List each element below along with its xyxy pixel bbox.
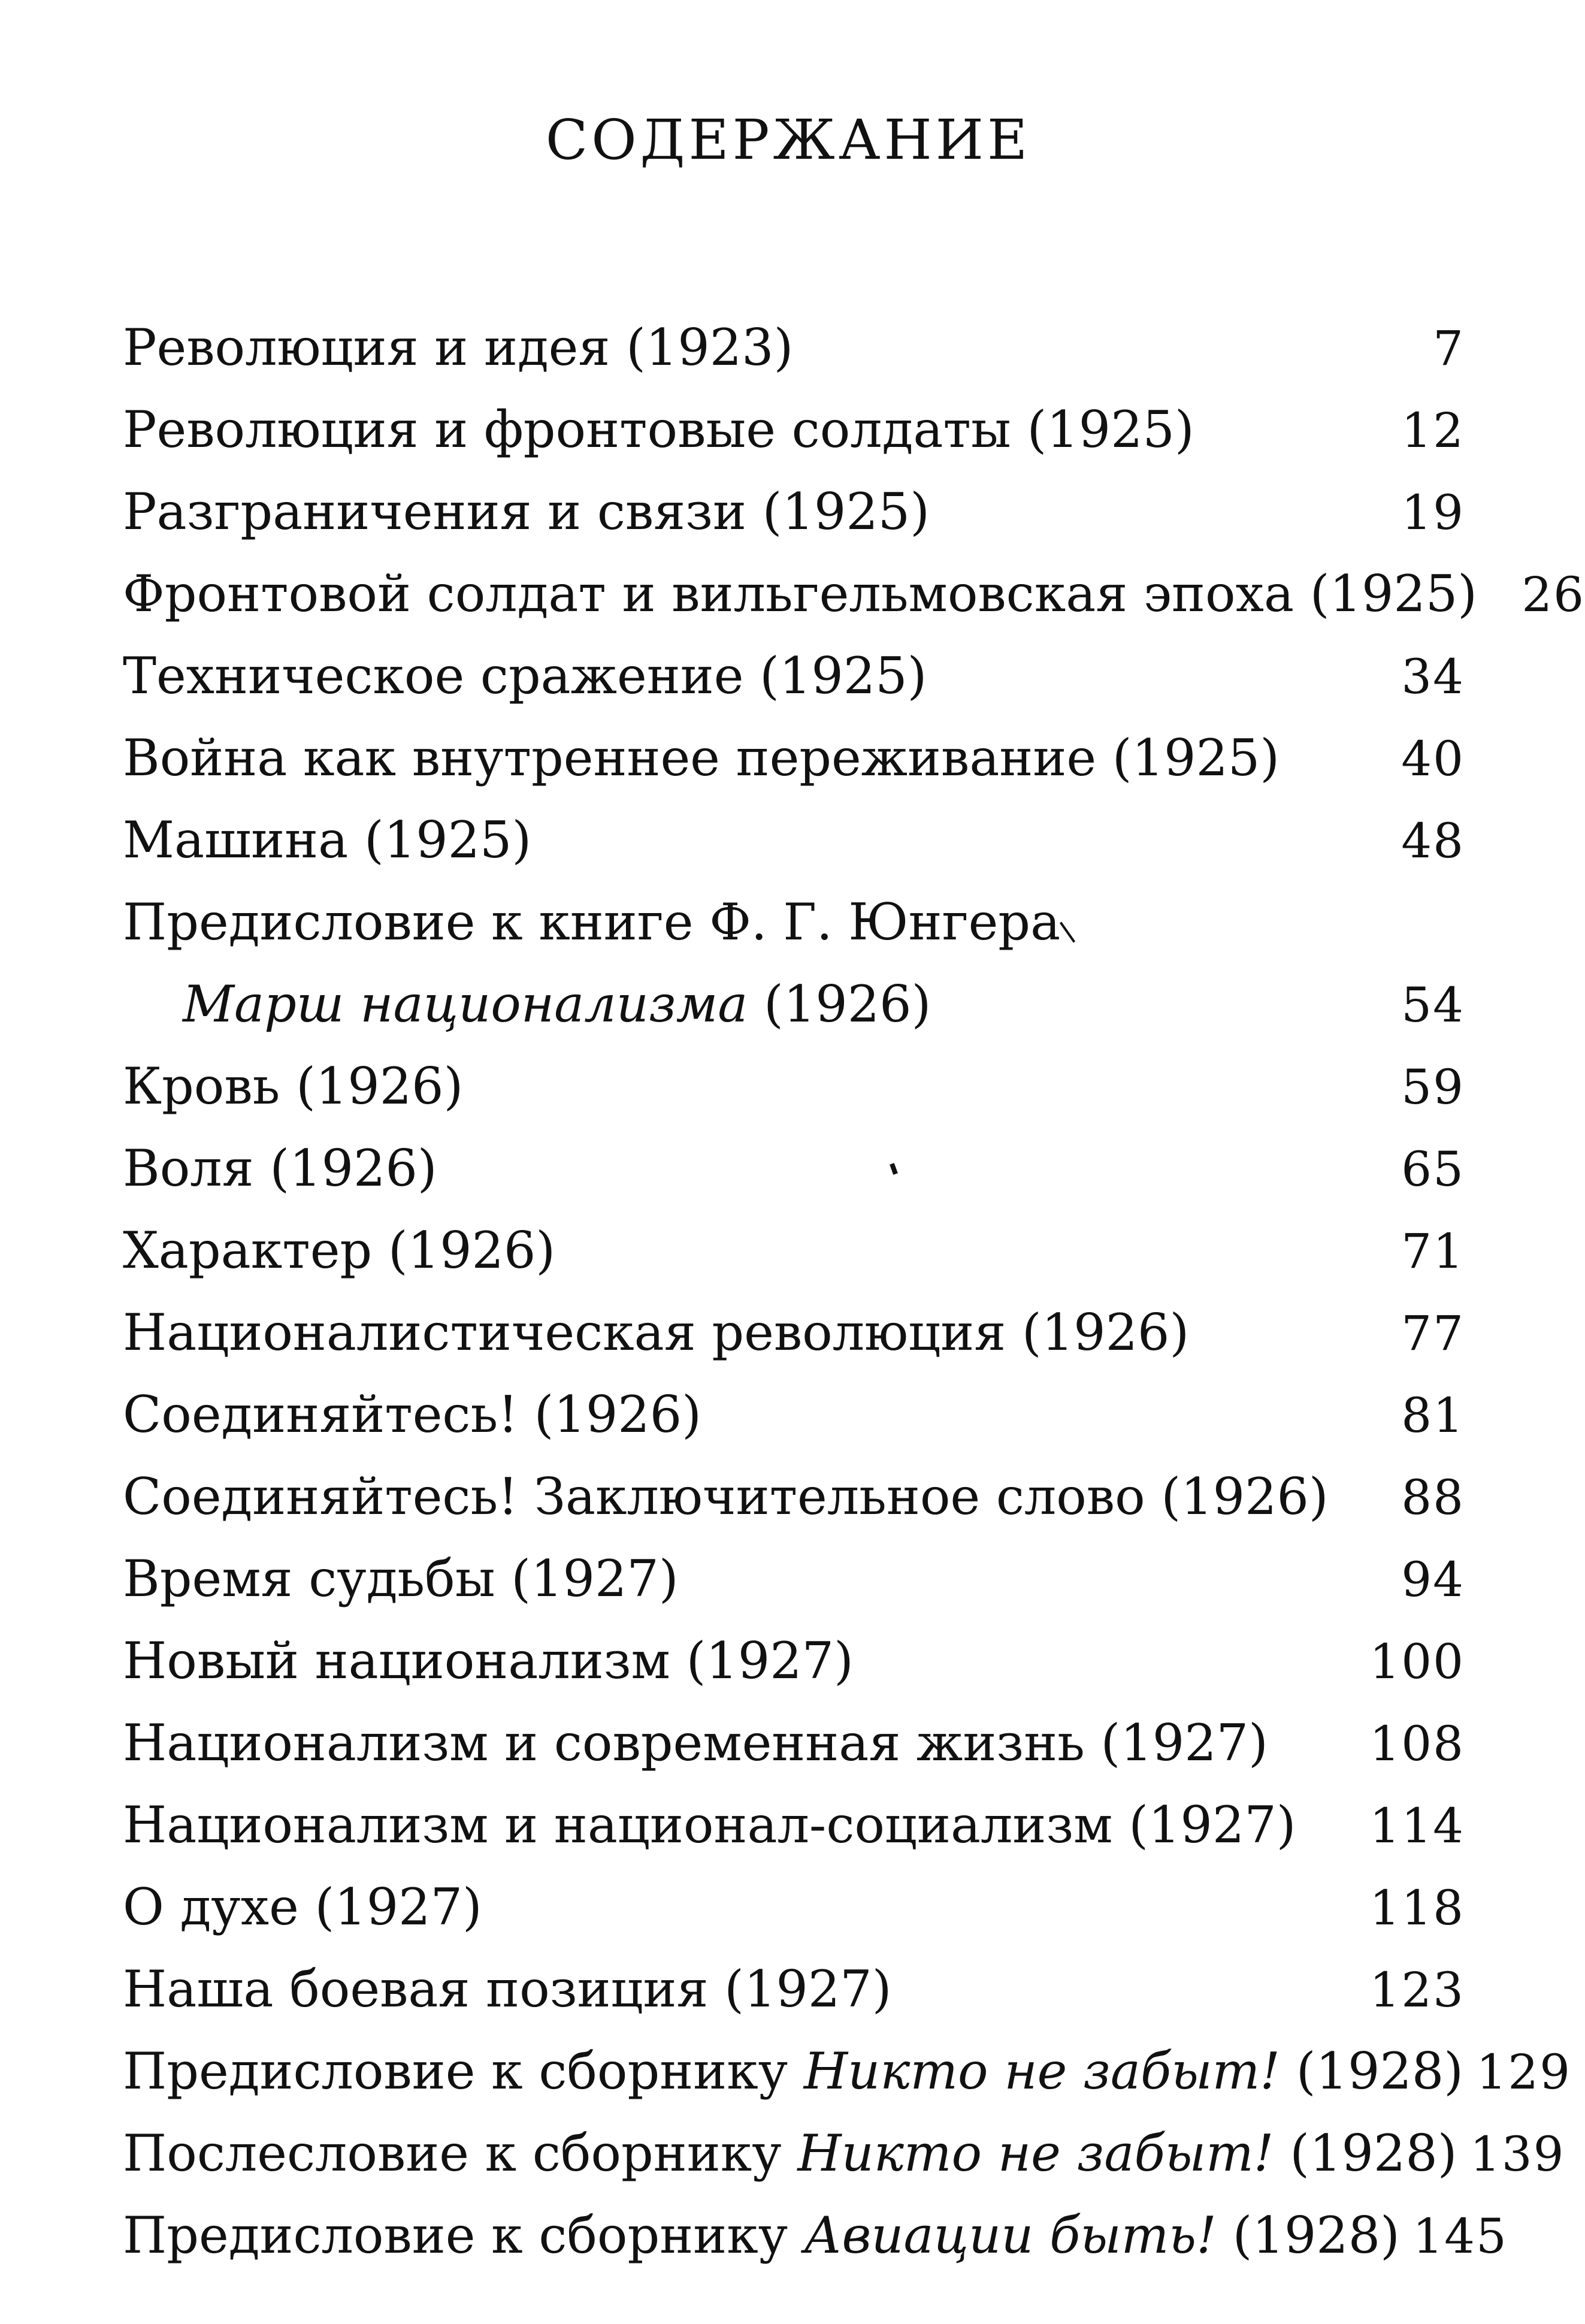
toc-page-number: 145 — [1412, 2208, 1508, 2264]
toc-entry-title-part: Послесловие к сборнику — [123, 2124, 798, 2183]
toc-entry-title: Фронтовой солдат и вильгельмовская эпоха (1925) — [123, 564, 1478, 623]
toc-entry — [123, 1866, 1465, 1948]
toc-entry-title: Техническое сражение (1925) — [123, 646, 927, 705]
toc-entry-year: (1926) — [748, 975, 931, 1033]
toc-page-number: 7 — [1433, 321, 1465, 376]
toc-page-number: 118 — [1369, 1880, 1465, 1936]
toc-entry — [123, 635, 1465, 717]
toc-entry-title: Наша боевая позиция (1927) — [123, 1960, 892, 2018]
toc-page-number: 77 — [1401, 1305, 1465, 1361]
toc-entry — [123, 717, 1465, 799]
toc-entry-title: Соединяйтесь! Заключительное слово (1926) — [123, 1467, 1329, 1526]
toc-entry-title-part: Предисловие к сборнику — [123, 2042, 804, 2101]
toc-entry-year: (1928) — [1216, 2206, 1400, 2265]
toc-entry-italic-title: Марш национализма — [183, 975, 748, 1033]
toc-entry — [123, 799, 1465, 881]
toc-entry-title: Разграничения и связи (1925) — [123, 482, 930, 541]
toc-entry-title-continued — [123, 963, 931, 1045]
toc-entry — [123, 1456, 1465, 1538]
toc-entry — [123, 389, 1465, 471]
toc-entry-title: Характер (1926) — [123, 1221, 556, 1280]
toc-page-number: 19 — [1401, 485, 1465, 540]
toc-entry — [123, 1784, 1465, 1866]
toc-page-number: 26 — [1522, 567, 1585, 622]
toc-entry-title: Война как внутреннее переживание (1925) — [123, 729, 1280, 787]
toc-page-number: 108 — [1369, 1716, 1465, 1772]
toc-entry-italic-title: Никто не забыт! — [803, 2042, 1281, 2101]
toc-entry-title: Национализм и современная жизнь (1927) — [123, 1713, 1268, 1772]
toc-page-number: 40 — [1401, 731, 1465, 787]
toc-entry — [123, 1948, 1465, 2030]
toc-entry — [123, 2030, 1572, 2113]
toc-page-number: 100 — [1369, 1634, 1465, 1690]
toc-entry — [123, 1210, 1465, 1292]
toc-page-number: 88 — [1401, 1470, 1465, 1525]
toc-entry-year: (1928) — [1274, 2124, 1457, 2183]
toc-entry-title: О духе (1927) — [123, 1878, 482, 1936]
toc-page-number: 139 — [1469, 2126, 1565, 2182]
toc-entry-title: Кровь (1926) — [123, 1057, 464, 1116]
toc-entry — [123, 1538, 1465, 1620]
toc-page-number: 65 — [1401, 1141, 1465, 1197]
toc-page-number: 81 — [1401, 1388, 1465, 1443]
page-title: СОДЕРЖАНИЕ — [545, 108, 1032, 172]
toc-entry — [123, 307, 1465, 389]
toc-page-number: 71 — [1401, 1223, 1465, 1279]
toc-entry-title: Национализм и национал-социализм (1927) — [123, 1796, 1296, 1854]
toc-entry-line-2 — [123, 963, 1465, 1045]
toc-entry — [123, 2113, 1565, 2195]
stray-mark-icon — [1060, 921, 1075, 942]
toc-entry-year: (1928) — [1280, 2042, 1464, 2101]
toc-entry-title: Время судьбы (1927) — [123, 1549, 679, 1608]
toc-entry — [123, 1620, 1465, 1702]
toc-entry — [123, 1128, 1465, 1210]
toc-entry-title: Революция и идея (1923) — [123, 318, 794, 377]
toc-entry-title: Националистическая революция (1926) — [123, 1303, 1190, 1362]
toc-page-number: 114 — [1369, 1798, 1465, 1854]
toc-entry — [123, 2195, 1508, 2277]
toc-entry — [123, 553, 1585, 635]
toc-page-number: 34 — [1401, 649, 1465, 705]
toc-entry — [123, 1045, 1465, 1128]
toc-page-number: 59 — [1401, 1059, 1465, 1115]
toc-page-number: 54 — [1401, 977, 1465, 1033]
toc-entry-italic-title: Авиации быть! — [803, 2206, 1217, 2265]
toc-page-number: 48 — [1401, 813, 1465, 869]
toc-page-number: 12 — [1401, 403, 1465, 458]
toc-page-number: 123 — [1369, 1962, 1465, 2018]
toc-page-number: 94 — [1401, 1552, 1465, 1607]
toc-entry-line-1 — [123, 881, 1465, 963]
toc-entry-title — [123, 881, 1069, 963]
toc-page-number: 129 — [1476, 2044, 1572, 2100]
toc-entry-title: Новый национализм (1927) — [123, 1631, 854, 1690]
toc-entry-title: Соединяйтесь! (1926) — [123, 1385, 701, 1444]
toc-entry-italic-title: Никто не забыт! — [797, 2124, 1274, 2183]
toc-entry-title: Революция и фронтовые солдаты (1925) — [123, 400, 1194, 459]
toc-entry — [123, 1292, 1465, 1374]
toc-entry-title: Воля (1926) — [123, 1139, 437, 1198]
toc-entry-title: Машина (1925) — [123, 811, 532, 869]
toc-entry-title — [123, 2195, 1400, 2277]
toc-entry-title — [123, 2030, 1463, 2113]
toc-entry-title-part: Предисловие к книге Ф. Г. Юнгера — [123, 893, 1061, 951]
toc-entry — [123, 1702, 1465, 1784]
table-of-contents — [123, 307, 1585, 2277]
toc-entry-title — [123, 2113, 1457, 2195]
toc-entry — [123, 471, 1465, 553]
toc-entry-title-part: Предисловие к сборнику — [123, 2206, 804, 2265]
toc-entry — [123, 1374, 1465, 1456]
toc-entry — [123, 881, 1465, 1045]
